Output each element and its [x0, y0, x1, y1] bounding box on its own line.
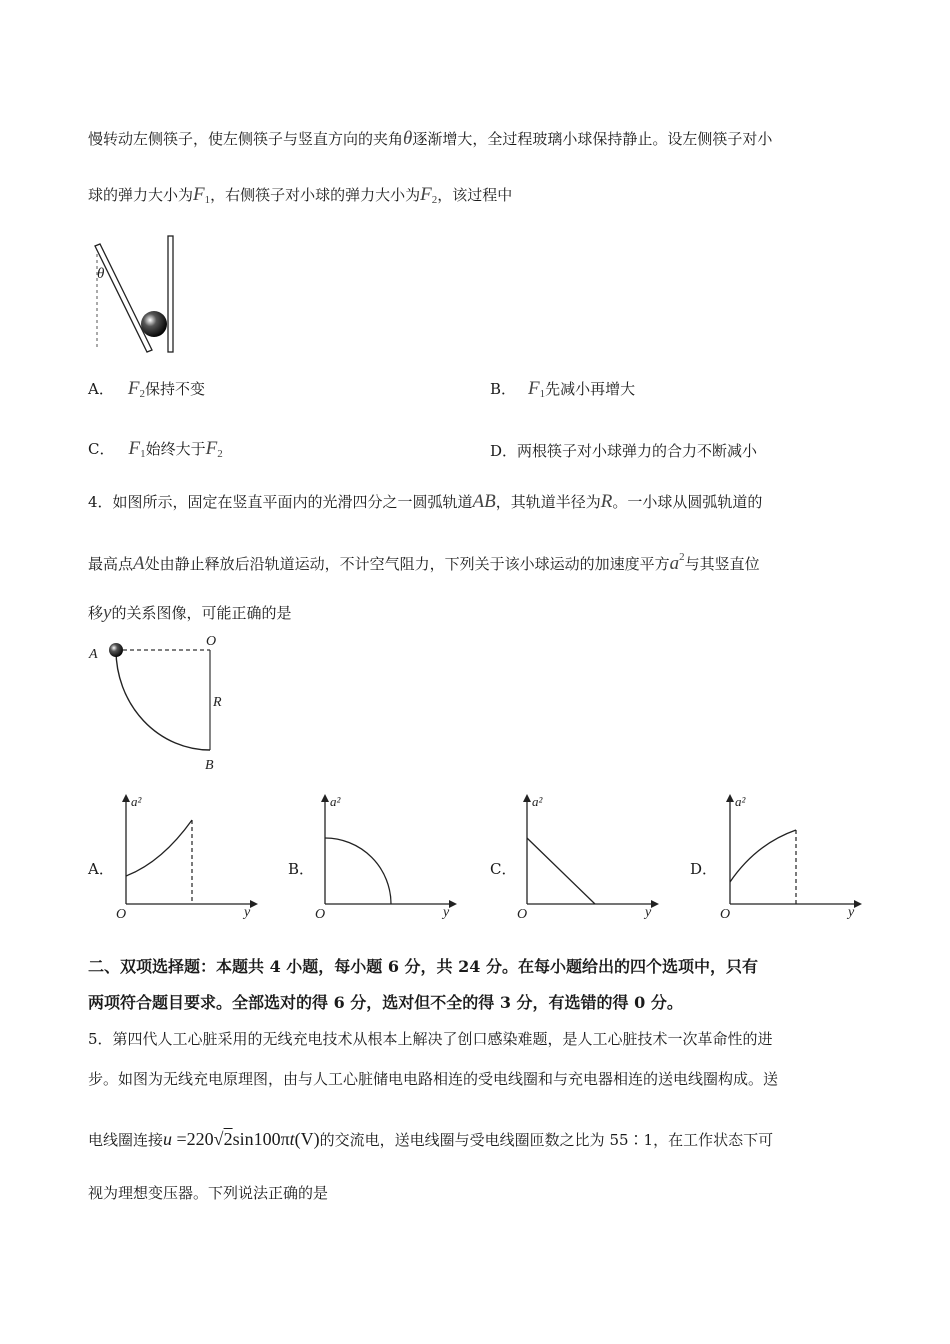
ab-symbol: AB — [472, 491, 496, 512]
voltage-formula: u =220√2sin100πt(V) — [163, 1129, 320, 1149]
q4-option-a-label[interactable]: A． — [88, 860, 114, 878]
a-squared-symbol: $a^2$ — [669, 551, 685, 574]
svg-text:O: O — [720, 907, 731, 922]
r-symbol: R — [600, 491, 613, 512]
svg-text:O: O — [315, 907, 326, 922]
q3-option-a[interactable]: A． $F_2$保持不变 — [88, 378, 205, 400]
q5-line-3: 电线圈连接u =220√2sin100πt(V)的交流电，送电线圈与受电线圈匝数之比为 55∶1，在工作状态下可 — [88, 1129, 774, 1149]
svg-text:a²: a² — [735, 794, 746, 809]
label-r: R — [213, 695, 222, 710]
section2-heading-line-2: 两项符合题目要求。全部选对的得 6 分，选对但不全的得 3 分，有选错的得 0 分。 — [88, 993, 683, 1012]
q4-option-c-label[interactable]: C． — [490, 860, 517, 878]
right-chopstick — [168, 236, 173, 352]
chopsticks-figure — [88, 232, 188, 357]
q5-line-4: 视为理想变压器。下列说法正确的是 — [88, 1184, 329, 1202]
f2-symbol: $F_2$ — [420, 184, 438, 206]
svg-text:a²: a² — [532, 794, 543, 809]
sqrt-symbol: √2 — [213, 1129, 233, 1149]
curve-c — [527, 838, 595, 904]
q4-option-b-label[interactable]: B． — [288, 860, 315, 878]
label-o: O — [206, 634, 217, 649]
quarter-arc-track — [116, 650, 210, 750]
label-a: A — [89, 647, 98, 662]
origin-label: O — [116, 907, 127, 922]
ball — [109, 643, 123, 657]
svg-text:a²: a² — [330, 794, 341, 809]
theta-symbol: θ — [403, 128, 413, 149]
q3-option-b[interactable]: B． $F_1$先减小再增大 — [490, 378, 636, 400]
q5-line-1: 5．第四代人工心脏采用的无线充电技术从根本上解决了创口感染难题，是人工心脏技术一次革命性的进 — [88, 1030, 773, 1048]
a-symbol: A — [133, 553, 145, 574]
q3-line-1: 慢转动左侧筷子，使左侧筷子与竖直方向的夹角θ逐渐增大，全过程玻璃小球保持静止。设左侧筷子对小 — [88, 128, 773, 149]
svg-text:y: y — [848, 905, 855, 920]
curve-b — [325, 838, 391, 904]
q4-line-3: 移y的关系图像，可能正确的是 — [88, 602, 292, 623]
q4-line-1: 4．如图所示，固定在竖直平面内的光滑四分之一圆弧轨道AB，其轨道半径为R。一小球从圆弧轨道的 — [88, 491, 763, 512]
section2-heading-line-1: 二、双项选择题：本题共 4 小题，每小题 6 分，共 24 分。在每小题给出的四个选项中，只有 — [88, 957, 758, 976]
q5-line-2: 步。如图为无线充电原理图，由与人工心脏储电电路相连的受电线圈和与充电器相连的送电线圈构成。送 — [88, 1070, 779, 1088]
glass-ball — [141, 311, 167, 337]
graph-c[interactable] — [513, 792, 663, 922]
graph-b[interactable] — [311, 792, 461, 922]
curve-a — [126, 820, 192, 876]
svg-text:y: y — [443, 905, 450, 920]
f1-symbol: $F_1$ — [193, 184, 211, 206]
graph-a[interactable] — [112, 792, 262, 922]
label-b: B — [205, 758, 214, 773]
q4-line-2: 最高点A处由静止释放后沿轨道运动，不计空气阻力，下列关于该小球运动的加速度平方$a^2$与其竖直位 — [88, 551, 760, 574]
axis-label-y: y — [244, 905, 251, 920]
arc-track-figure — [86, 632, 236, 777]
q4-option-d-label[interactable]: D． — [690, 860, 718, 878]
axis-label-a2: a² — [131, 794, 142, 809]
q3-option-c[interactable]: C． $F_1$始终大于$F_2$ — [88, 438, 223, 460]
svg-text:O: O — [517, 907, 528, 922]
theta-label: θ — [97, 266, 105, 282]
q3-option-d[interactable]: D．两根筷子对小球弹力的合力不断减小 — [490, 442, 758, 460]
left-chopstick — [95, 244, 152, 352]
graph-d[interactable] — [716, 792, 866, 922]
svg-text:y: y — [645, 905, 652, 920]
curve-d — [730, 830, 796, 882]
y-symbol: y — [103, 602, 112, 623]
q3-line-2: 球的弹力大小为$F_1$，右侧筷子对小球的弹力大小为$F_2$，该过程中 — [88, 184, 513, 206]
